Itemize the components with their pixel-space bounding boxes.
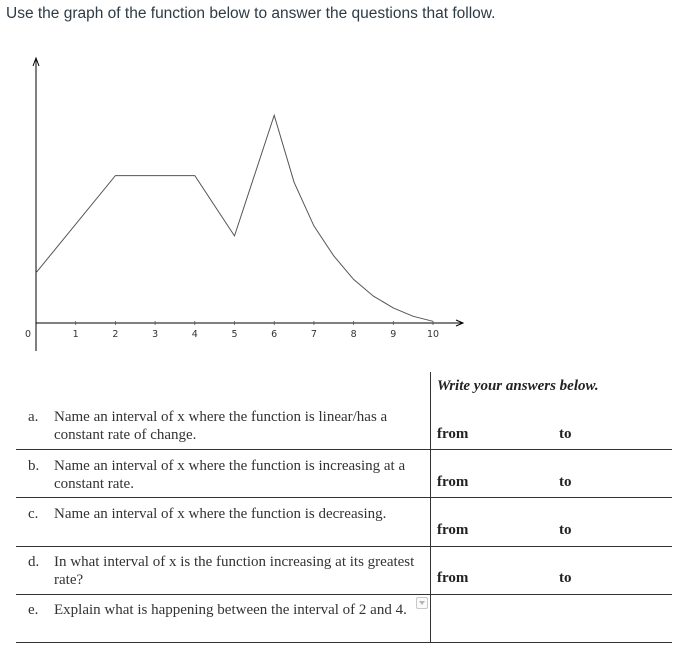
from-label: from [437,426,469,442]
x-tick-label: 1 [72,329,79,340]
question-letter: e. [28,602,39,618]
x-tick-label: 7 [310,329,317,340]
x-tick-label: 2 [112,329,119,340]
graph-axes [33,58,463,351]
function-curve-group [36,115,433,321]
row-divider [16,594,672,595]
to-label: to [559,522,572,538]
x-tick-label: 4 [191,329,198,340]
x-axis-ticks [25,321,439,340]
x-tick-label: 5 [231,329,238,340]
from-label: from [437,570,469,586]
instructions-text: Use the graph of the function below to answer the questions that follow. [6,5,496,22]
question-letter: d. [28,554,40,570]
to-label: to [559,474,572,490]
x-tick-label: 3 [152,329,159,340]
to-label: to [559,570,572,586]
question-letter: a. [28,409,39,425]
function-curve [36,115,433,321]
row-divider [16,642,672,643]
from-label: from [437,474,469,490]
question-letter: c. [28,506,39,522]
question-body: Name an interval of x where the function is increasing at a constant rate. [54,458,406,492]
to-label: to [559,426,572,442]
row-divider [16,546,672,547]
question-body: Name an interval of x where the function is decreasing. [54,506,387,522]
x-tick-label: 10 [426,329,440,340]
x-tick-label: 8 [350,329,357,340]
row-divider [16,449,672,450]
row-divider [16,497,672,498]
x-tick-label: 6 [271,329,278,340]
question-letter: b. [28,458,40,474]
from-label: from [437,522,469,538]
x-tick-label: 0 [24,329,32,340]
answer-column-header: Write your answers below. [437,378,599,394]
x-tick-label: 9 [390,329,397,340]
question-body: Explain what is happening between the interval of 2 and 4. [54,602,407,618]
question-body: In what interval of x is the function increasing at its greatest rate? [54,554,415,588]
question-body: Name an interval of x where the function is linear/has a constant rate of change. [54,409,388,443]
table-resize-handle[interactable] [416,597,428,609]
